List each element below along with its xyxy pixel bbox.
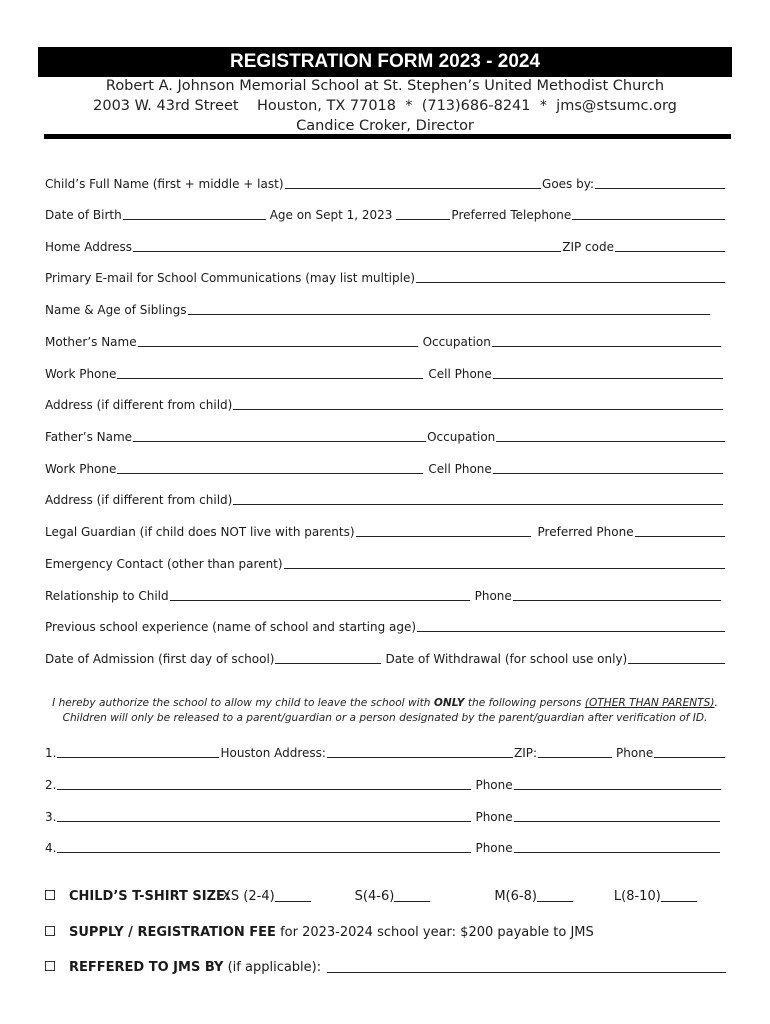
header-divider [44,134,731,139]
guardian-label: Legal Guardian (if child does NOT live with parents) [45,525,355,539]
child-name-label: Child’s Full Name (first + middle + last) [45,177,284,191]
referred-checkbox[interactable] [45,961,55,971]
mother-occupation-field[interactable] [492,334,721,347]
pickup-4-phone-label: Phone [475,841,513,855]
row-siblings [45,299,711,317]
tshirt-xs-field[interactable] [275,889,311,902]
school-name: Robert A. Johnson Memorial School at St. Stephen’s United Methodist Church [105,78,665,94]
tshirt-s-label: S(4-6) [354,889,395,904]
tshirt-m-label: M(6-8) [494,889,537,904]
row-relationship [45,585,722,603]
father-work-phone-field[interactable] [117,461,423,474]
row-mother-address [45,394,724,412]
row-emergency [45,553,726,571]
row-child-name [45,173,726,191]
father-occupation-label: Occupation [427,430,496,444]
school-address: 2003 W. 43rd Street Houston, TX 77018 * (713)686-8241 * jms@stsumc.org [93,98,677,114]
siblings-label: Name & Age of Siblings [45,303,187,317]
referred-text: (if applicable): [223,960,322,975]
home-address-label: Home Address [45,240,133,254]
row-pickup-2 [45,774,722,792]
auth-only: ONLY [433,697,465,709]
row-referred [45,957,726,975]
pickup-2-phone-field[interactable] [514,777,721,790]
emergency-phone-field[interactable] [513,588,721,601]
row-dob [45,204,726,222]
auth-other-than-parents: (OTHER THAN PARENTS) [584,697,715,709]
age-field[interactable] [396,207,450,220]
emergency-contact-field[interactable] [284,556,725,569]
father-name-field[interactable] [133,429,426,442]
withdrawal-field[interactable] [628,651,725,664]
mother-work-phone-label: Work Phone [45,367,117,381]
pickup-3-phone-field[interactable] [514,809,720,822]
auth-period: . [714,697,718,709]
child-name-field[interactable] [285,176,542,189]
father-cell-phone-field[interactable] [493,461,723,474]
pref-tel-label: Preferred Telephone [451,208,572,222]
mother-work-phone-field[interactable] [117,366,423,379]
pickup-4-phone-field[interactable] [514,840,720,853]
tshirt-m-field[interactable] [537,889,573,902]
pickup-1-phone-label: Phone [616,746,654,760]
mother-address-label: Address (if different from child) [45,398,233,412]
guardian-phone-field[interactable] [635,524,725,537]
row-home-address [45,236,726,254]
pickup-1-address-field[interactable] [327,745,513,758]
referred-label: REFFERED TO JMS BY [69,960,224,975]
guardian-phone-label: Preferred Phone [537,525,634,539]
admission-field[interactable] [275,651,381,664]
prev-school-label: Previous school experience (name of school and starting age) [45,620,417,634]
zip-label: ZIP code [562,240,614,254]
emergency-phone-label: Phone [474,589,512,603]
withdrawal-label: Date of Withdrawal (for school use only) [385,652,628,666]
zip-field[interactable] [615,239,725,252]
relationship-field[interactable] [170,588,470,601]
row-prev-school [45,616,726,634]
row-tshirt [45,886,697,904]
authorization-note-2: Children will only be released to a parent/guardian or a person designated by the parent/guardian after verification of ID. [62,712,708,724]
row-guardian [45,521,726,539]
dob-field[interactable] [123,207,266,220]
guardian-field[interactable] [356,524,531,537]
row-email [45,267,726,285]
tshirt-l-field[interactable] [661,889,697,902]
authorization-note [38,697,732,709]
father-address-label: Address (if different from child) [45,493,233,507]
relationship-label: Relationship to Child [45,589,169,603]
director-name: Candice Croker, Director [296,118,474,134]
row-father [45,426,726,444]
father-address-field[interactable] [233,492,723,505]
mother-name-field[interactable] [138,334,418,347]
auth-text-1: I hereby authorize the school to allow my child to leave the school with [52,697,434,709]
pickup-2-number: 2. [45,778,57,792]
mother-name-label: Mother’s Name [45,335,137,349]
mother-cell-phone-field[interactable] [493,366,723,379]
pickup-1-number: 1. [45,746,57,760]
admission-label: Date of Admission (first day of school) [45,652,275,666]
pref-tel-field[interactable] [572,207,725,220]
row-pickup-3 [45,806,721,824]
prev-school-field[interactable] [417,619,725,632]
row-pickup-4 [45,837,721,855]
row-dates [45,648,726,666]
pickup-1-address-label: Houston Address: [220,746,326,760]
email-label: Primary E-mail for School Communications (may list multiple) [45,271,416,285]
goes-by-field[interactable] [595,176,725,189]
mother-occupation-label: Occupation [422,335,491,349]
fee-checkbox[interactable] [45,926,55,936]
pickup-3-number: 3. [45,810,57,824]
row-father-address [45,489,724,507]
row-fee [45,922,594,940]
form-title: REGISTRATION FORM 2023 - 2024 [38,47,732,77]
pickup-2-name-field[interactable] [57,777,471,790]
mother-address-field[interactable] [233,397,723,410]
pickup-1-zip-label: ZIP: [513,746,538,760]
row-father-phones [45,458,724,476]
pickup-3-phone-label: Phone [475,810,513,824]
pickup-1-zip-field[interactable] [538,745,612,758]
father-occupation-field[interactable] [496,429,725,442]
email-field[interactable] [416,270,725,283]
tshirt-s-field[interactable] [394,889,430,902]
row-pickup-1 [45,742,726,760]
fee-text: for 2023-2024 school year: $200 payable to JMS [275,925,594,940]
tshirt-label: CHILD’S T-SHIRT SIZE: [69,889,231,904]
pickup-1-name-field[interactable] [57,745,219,758]
pickup-1-phone-field[interactable] [654,745,725,758]
emergency-contact-label: Emergency Contact (other than parent) [45,557,283,571]
tshirt-l-label: L(8-10) [613,889,661,904]
tshirt-checkbox[interactable] [45,890,55,900]
tshirt-xs-label: XS (2-4) [222,889,275,904]
auth-text-2: the following persons [464,697,585,709]
pickup-4-number: 4. [45,841,57,855]
pickup-2-phone-label: Phone [475,778,513,792]
mother-cell-phone-label: Cell Phone [428,367,492,381]
goes-by-label: Goes by: [542,177,594,191]
pickup-4-name-field[interactable] [57,840,471,853]
row-mother-phones [45,363,724,381]
dob-label: Date of Birth [45,208,122,222]
siblings-field[interactable] [188,302,710,315]
referred-field[interactable] [327,960,726,973]
father-cell-phone-label: Cell Phone [428,462,492,476]
home-address-field[interactable] [133,239,561,252]
father-work-phone-label: Work Phone [45,462,117,476]
age-label: Age on Sept 1, 2023 [269,208,393,222]
pickup-3-name-field[interactable] [57,809,471,822]
row-mother [45,331,722,349]
fee-label: SUPPLY / REGISTRATION FEE [69,925,276,940]
father-name-label: Father’s Name [45,430,133,444]
